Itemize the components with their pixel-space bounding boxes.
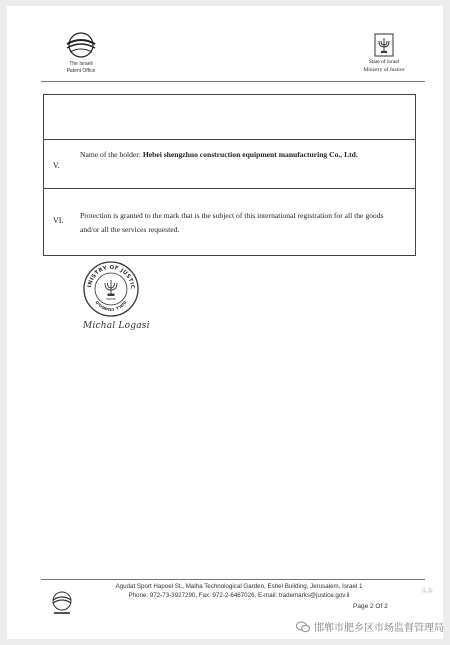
document-page — [7, 6, 443, 639]
page-number: Page 2 Of 2 — [353, 603, 388, 610]
footer-contact: Phone: 972-73-3927290, Fax: 972-2-6467026, E-mail: trademarks@justice.gov.il — [128, 592, 350, 599]
footer-divider — [41, 579, 425, 580]
holder-name: Hebei shengzhuo construction equipment manufacturing Co., Ltd. — [142, 150, 358, 159]
patent-office-emblem-icon — [64, 30, 98, 60]
ministry-logo — [354, 33, 414, 73]
ministry-caption-1: State of Israel — [368, 59, 400, 65]
row-number: VI. — [53, 216, 64, 225]
watermark-small-text: 头条 — [421, 588, 434, 595]
footer-address-block — [89, 582, 389, 600]
wechat-icon — [296, 621, 310, 633]
table-row-holder — [44, 139, 415, 188]
patent-office-caption-1: The Israeli — [69, 61, 93, 67]
holder-text — [80, 148, 403, 162]
holder-label: Name of the holder: — [80, 150, 143, 159]
header-divider — [41, 81, 425, 82]
table-row-protection — [44, 188, 415, 255]
watermark-small — [421, 586, 433, 595]
ministry-caption-2: Ministry of Justice — [363, 67, 405, 73]
menorah-emblem-icon — [374, 33, 394, 57]
patent-office-logo — [51, 30, 111, 74]
watermark — [296, 619, 444, 634]
seal-hebrew-text: משרד המשפטים — [93, 299, 129, 314]
seal-top-text: INISTRY OF JUSTIC — [87, 264, 136, 290]
patent-office-caption-2: Patent Office — [66, 68, 96, 74]
table-row-empty — [44, 95, 415, 139]
seal-country: ISRAEL — [105, 297, 117, 301]
watermark-text: 邯郸市肥乡区市场监督管理局 — [314, 623, 444, 634]
menorah-icon — [105, 280, 117, 296]
footer-address: Agudat Sport Hapoel St., Malha Technological Garden, Eshel Building, Jerusalem, Israel 1 — [115, 583, 363, 590]
row-number: V. — [53, 161, 60, 170]
svg-text:משרד המשפטים — [94, 299, 129, 313]
signature: Michal Logasi — [83, 321, 150, 331]
registration-table — [43, 94, 416, 256]
footer-logo — [49, 589, 75, 622]
footer-emblem-icon — [49, 589, 75, 617]
ministry-seal — [82, 260, 140, 323]
protection-text: Protection is granted to the mark that is the subject of this international registration for all the goods and/or all the services requested. — [80, 211, 384, 234]
svg-text:MINISTRY OF JUSTICE — [82, 260, 135, 289]
